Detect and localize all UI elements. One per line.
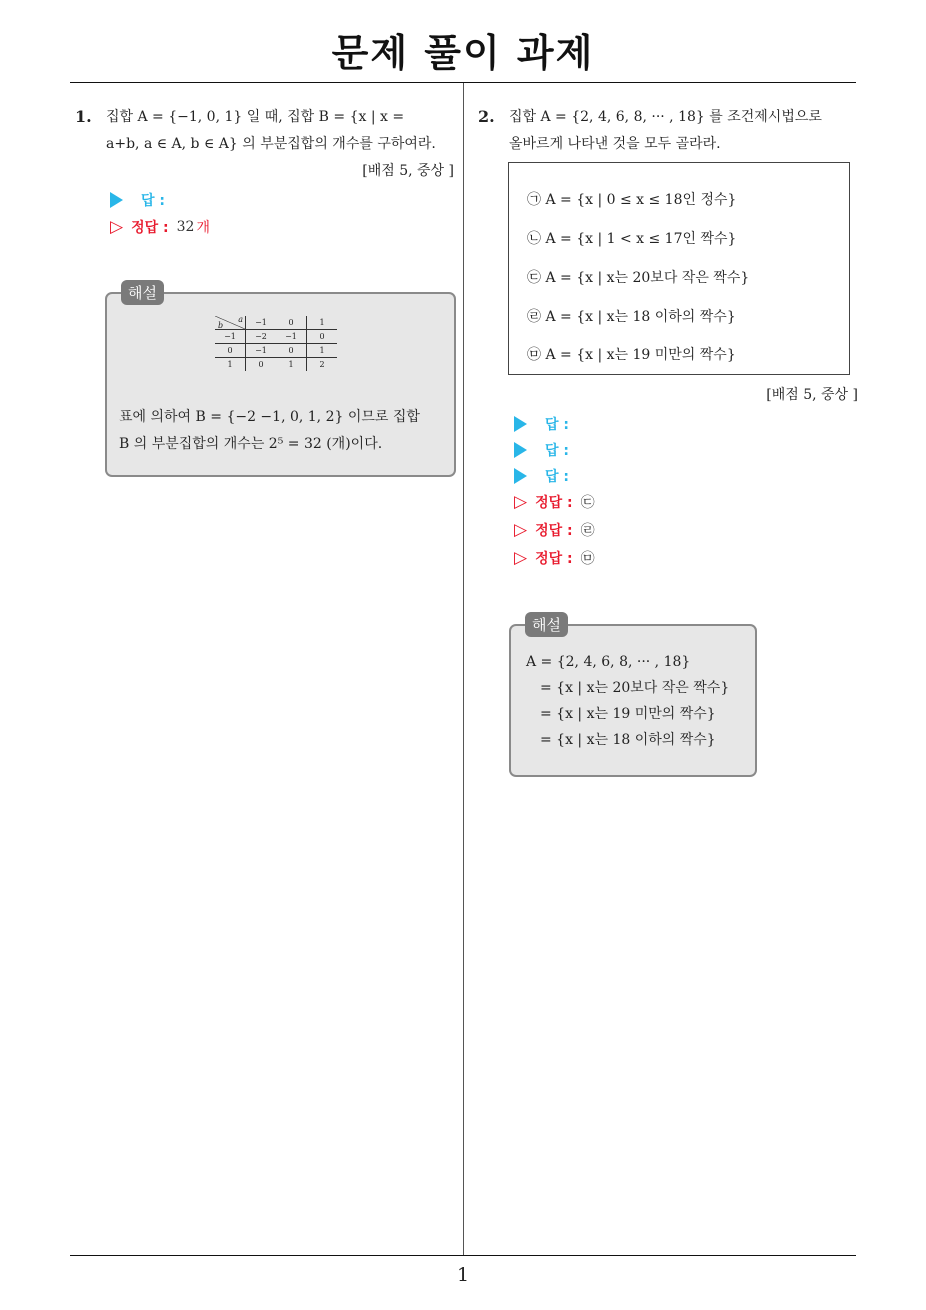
table-cell: 2 <box>319 360 325 369</box>
sum-table <box>215 316 337 371</box>
answer-label: 답 : <box>141 193 165 209</box>
question-1-number: 1. <box>75 107 92 126</box>
table-cell: −1 <box>255 346 267 355</box>
choice-1: ㉠ A = {x | 0 ≤ x ≤ 18인 정수} <box>527 192 737 208</box>
choices-box <box>508 162 850 375</box>
solution-line-1: A = {2, 4, 6, 8, ··· , 18} <box>526 654 691 670</box>
choice-3: ㉢ A = {x | x는 20보다 작은 짝수} <box>527 270 750 286</box>
question-2-answer-row <box>514 414 569 434</box>
answer-label: 답 : <box>545 443 569 459</box>
choice-5: ㉤ A = {x | x는 19 미만의 짝수} <box>527 347 736 363</box>
question-1-meta: [배점 5, 중상 ] <box>362 163 454 179</box>
solution-line-2: B 의 부분집합의 개수는 2⁵ = 32 (개)이다. <box>119 436 383 452</box>
correct-label: 정답 : <box>535 495 573 511</box>
play-icon <box>514 468 527 484</box>
table-corner-cell: a b <box>215 316 246 330</box>
table-header-cell: 1 <box>319 318 325 327</box>
question-2-meta: [배점 5, 중상 ] <box>766 387 858 403</box>
question-2-text <box>509 104 859 158</box>
question-2-correct-row <box>514 548 595 568</box>
column-divider <box>463 83 464 1255</box>
question-1-solution-box <box>105 284 456 477</box>
question-2-correct-row <box>514 492 595 512</box>
table-cell: 0 <box>258 360 264 369</box>
question-1-line-1: 집합 A = {−1, 0, 1} 일 때, 집합 B = {x | x = <box>106 109 405 125</box>
play-outline-icon: ▷ <box>514 492 528 512</box>
question-2-line-2: 올바르게 나타낸 것을 모두 골라라. <box>509 136 721 152</box>
question-2-correct-row <box>514 520 595 540</box>
table-row-label: 1 <box>215 358 246 372</box>
page-number: 1 <box>456 1264 470 1286</box>
play-outline-icon: ▷ <box>514 520 528 540</box>
footer-rule <box>70 1255 856 1256</box>
choice-4: ㉣ A = {x | x는 18 이하의 짝수} <box>527 309 736 325</box>
play-icon <box>514 442 527 458</box>
solution-line-4: = {x | x는 18 이하의 짝수} <box>540 732 716 748</box>
solution-line-1: 표에 의하여 B = {−2 −1, 0, 1, 2} 이므로 집합 <box>119 409 420 425</box>
answer-label: 답 : <box>545 469 569 485</box>
table-header-cell: −1 <box>255 318 267 327</box>
question-2-solution-box <box>509 616 757 777</box>
page-title: 문제 풀이 과제 <box>331 31 595 75</box>
choice-2: ㉡ A = {x | 1 < x ≤ 17인 짝수} <box>527 231 737 247</box>
solution-line-3: = {x | x는 19 미만의 짝수} <box>540 706 716 722</box>
question-1-line-2: a+b, a ∈ A, b ∈ A} 의 부분집합의 개수를 구하여라. <box>106 136 436 152</box>
play-outline-icon: ▷ <box>514 548 528 568</box>
question-2-number: 2. <box>478 107 495 126</box>
question-2-line-1: 집합 A = {2, 4, 6, 8, ··· , 18} 를 조건제시법으로 <box>509 109 822 125</box>
table-row-label: 0 <box>215 344 246 358</box>
correct-label: 정답 : <box>535 551 573 567</box>
table-cell: 1 <box>319 346 325 355</box>
correct-value: 32 <box>176 219 195 235</box>
question-2-answer-row <box>514 440 569 460</box>
play-outline-icon: ▷ <box>110 217 124 237</box>
play-icon <box>110 192 123 208</box>
correct-unit: 개 <box>196 220 210 236</box>
table-header-cell: 0 <box>276 316 307 330</box>
table-cell: −2 <box>255 332 267 341</box>
solution-tag: 해설 <box>525 612 568 637</box>
solution-text <box>526 649 752 753</box>
table-cell: 0 <box>276 344 307 358</box>
play-icon <box>514 416 527 432</box>
question-1-text <box>106 104 456 158</box>
table-row-label: −1 <box>215 330 246 344</box>
table-cell: 0 <box>319 332 325 341</box>
solution-line-2: = {x | x는 20보다 작은 짝수} <box>540 680 730 696</box>
correct-value: ㉢ <box>580 495 595 511</box>
correct-value: ㉣ <box>580 523 595 539</box>
correct-label: 정답 : <box>131 220 169 236</box>
answer-label: 답 : <box>545 417 569 433</box>
question-1-answer-row <box>110 190 165 210</box>
solution-text <box>119 404 449 458</box>
question-1-correct-row <box>110 217 210 237</box>
correct-value: ㉤ <box>580 551 595 567</box>
solution-tag: 해설 <box>121 280 164 305</box>
question-2-answer-row <box>514 466 569 486</box>
correct-label: 정답 : <box>535 523 573 539</box>
table-cell: −1 <box>276 330 307 344</box>
table-cell: 1 <box>276 358 307 372</box>
